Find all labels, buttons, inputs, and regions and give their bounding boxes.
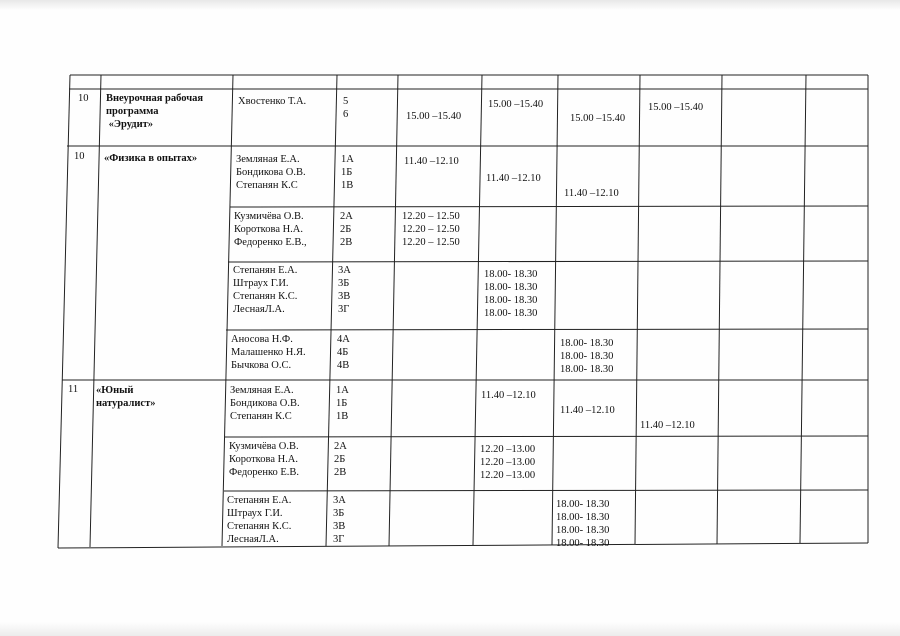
teachers-list: Кузмичёва О.В. Короткова Н.А. Федоренко Е.В. [229,441,300,478]
classes-list: 2А 2Б 2В [340,211,353,248]
teachers-list: Земляная Е.А. Бондикова О.В. Степанян К.С [230,385,300,422]
row-number: 11 [68,384,79,395]
time-slot: 11.40 –12.10 [640,420,695,431]
row-number: 10 [74,151,85,162]
time-slot-list: 12.20 – 12.50 12.20 – 12.50 12.20 – 12.50 [402,211,460,248]
time-slot-list: 12.20 –13.00 12.20 –13.00 12.20 –13.00 [480,444,536,481]
classes-list: 2А 2Б 2В [334,441,347,478]
classes-list: 1А 1Б 1В [341,154,354,191]
classes-list: 1А 1Б 1В [336,385,349,422]
time-slot: 11.40 –12.10 [486,173,541,184]
classes-list: 5 6 [343,96,349,120]
time-slot: 11.40 –12.10 [564,188,619,199]
program-name: «Физика в опытах» [104,153,198,164]
classes-list: 3А 3Б 3В 3Г [338,265,351,315]
row-number: 10 [78,93,89,104]
classes-list: 3А 3Б 3В 3Г [333,495,346,545]
time-slot: 11.40 –12.10 [481,390,536,401]
time-slot: 15.00 –15.40 [406,111,462,122]
time-slot-list: 18.00- 18.30 18.00- 18.30 18.00- 18.30 18.00- 18.30 [556,499,610,549]
teachers-list: Степанян Е.А. Штраух Г.И. Степанян К.С. ЛеснаяЛ.А. [227,495,292,545]
time-slot: 15.00 –15.40 [570,113,626,124]
classes-list: 4А 4Б 4В [337,334,350,371]
time-slot: 15.00 –15.40 [488,99,544,110]
teachers-list: Земляная Е.А. Бондикова О.В. Степанян К.С [236,154,306,191]
time-slot: 11.40 –12.10 [560,405,615,416]
time-slot: 15.00 –15.40 [648,102,704,113]
program-name: Внеурочная рабочая программа «Эрудит» [106,93,204,130]
time-slot-list: 18.00- 18.30 18.00- 18.30 18.00- 18.30 18.00- 18.30 [484,269,538,319]
time-slot: 11.40 –12.10 [404,156,459,167]
teachers-list: Хвостенко Т.А. [238,96,307,107]
program-name: «Юный натуралист» [96,385,156,409]
teachers-list: Кузмичёва О.В. Короткова Н.А. Федоренко Е.В., [234,211,307,248]
teachers-list: Аносова Н.Ф. Малашенко Н.Я. Бычкова О.С. [231,334,306,371]
time-slot-list: 18.00- 18.30 18.00- 18.30 18.00- 18.30 [560,338,614,375]
teachers-list: Степанян Е.А. Штраух Г.И. Степанян К.С. ЛеснаяЛ.А. [233,265,298,315]
